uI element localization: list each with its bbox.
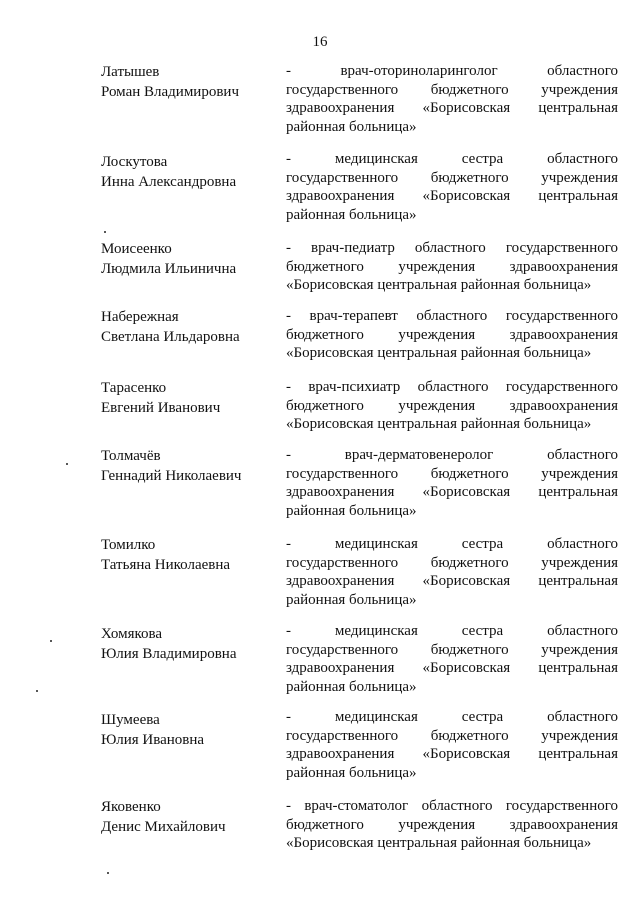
given-names: Евгений Иванович (101, 400, 221, 416)
position-line: «Борисовская центральная районная больница» (286, 416, 592, 432)
position-line: - врач-оториноларинголог областного (286, 63, 618, 79)
surname: Лоскутова (101, 154, 168, 170)
page-number: 16 (312, 34, 328, 50)
position-line: - врач-педиатр областного государственного (286, 240, 618, 256)
position-line: - медицинская сестра областного (286, 623, 618, 639)
position-description (286, 446, 618, 520)
position-line: районная больница» (286, 206, 417, 223)
surname: Яковенко (101, 799, 161, 815)
surname: Тарасенко (101, 380, 167, 396)
position-line: государственного бюджетного учреждения (286, 554, 618, 571)
person-name (101, 378, 281, 418)
position-description (286, 307, 618, 363)
scan-speck (36, 690, 38, 692)
position-line: здравоохранения «Борисовская центральная (286, 100, 618, 116)
scan-speck (50, 640, 52, 642)
position-line: государственного бюджетного учреждения (286, 81, 618, 98)
surname: Томилко (101, 537, 156, 553)
position-line: районная больница» (286, 678, 417, 695)
surname: Толмачёв (101, 448, 161, 464)
given-names: Инна Александровна (101, 174, 237, 190)
person-name (101, 62, 281, 102)
position-line: здравоохранения «Борисовская центральная (286, 573, 618, 589)
surname: Хомякова (101, 626, 163, 642)
position-description (286, 378, 618, 434)
position-line: бюджетного учреждения здравоохранения (286, 397, 618, 414)
position-line: - врач-терапевт областного государственного (286, 308, 618, 324)
position-line: районная больница» (286, 764, 417, 781)
position-description (286, 708, 618, 782)
position-description (286, 62, 618, 136)
person-name (101, 239, 281, 279)
given-names: Светлана Ильдаровна (101, 329, 240, 345)
surname: Набережная (101, 309, 179, 325)
position-line: государственного бюджетного учреждения (286, 465, 618, 482)
position-line: районная больница» (286, 118, 417, 135)
given-names: Роман Владимирович (101, 84, 239, 100)
position-description (286, 150, 618, 224)
position-line: «Борисовская центральная районная больница» (286, 345, 592, 361)
position-line: бюджетного учреждения здравоохранения (286, 816, 618, 833)
person-name (101, 152, 281, 192)
position-line: - врач-психиатр областного государственного (286, 379, 618, 395)
position-description (286, 535, 618, 609)
position-line: - медицинская сестра областного (286, 709, 618, 725)
surname: Шумеева (101, 712, 160, 728)
position-line: - медицинская сестра областного (286, 151, 618, 167)
person-name (101, 624, 281, 664)
position-line: государственного бюджетного учреждения (286, 641, 618, 658)
surname: Латышев (101, 64, 160, 80)
scan-speck (107, 872, 109, 874)
scan-speck (104, 231, 106, 233)
given-names: Юлия Ивановна (101, 732, 205, 748)
position-line: государственного бюджетного учреждения (286, 169, 618, 186)
position-line: государственного бюджетного учреждения (286, 727, 618, 744)
position-line: здравоохранения «Борисовская центральная (286, 660, 618, 676)
position-description (286, 797, 618, 853)
position-line: бюджетного учреждения здравоохранения (286, 258, 618, 275)
surname: Моисеенко (101, 241, 172, 257)
given-names: Людмила Ильинична (101, 261, 237, 277)
position-line: здравоохранения «Борисовская центральная (286, 484, 618, 500)
person-name (101, 307, 281, 347)
position-line: «Борисовская центральная районная больница» (286, 835, 592, 851)
position-line: районная больница» (286, 591, 417, 608)
person-name (101, 446, 281, 486)
position-line: бюджетного учреждения здравоохранения (286, 326, 618, 343)
person-name (101, 797, 281, 837)
position-line: - медицинская сестра областного (286, 536, 618, 552)
person-name (101, 535, 281, 575)
person-name (101, 710, 281, 750)
given-names: Денис Михайлович (101, 819, 226, 835)
scan-speck (66, 463, 68, 465)
position-line: - врач-дерматовенеролог областного (286, 447, 618, 463)
position-description (286, 622, 618, 696)
position-line: - врач-стоматолог областного государственного (286, 798, 618, 814)
given-names: Юлия Владимировна (101, 646, 237, 662)
position-line: «Борисовская центральная районная больница» (286, 277, 592, 293)
position-line: районная больница» (286, 502, 417, 519)
position-description (286, 239, 618, 295)
given-names: Геннадий Николаевич (101, 468, 242, 484)
position-line: здравоохранения «Борисовская центральная (286, 188, 618, 204)
position-line: здравоохранения «Борисовская центральная (286, 746, 618, 762)
given-names: Татьяна Николаевна (101, 557, 231, 573)
